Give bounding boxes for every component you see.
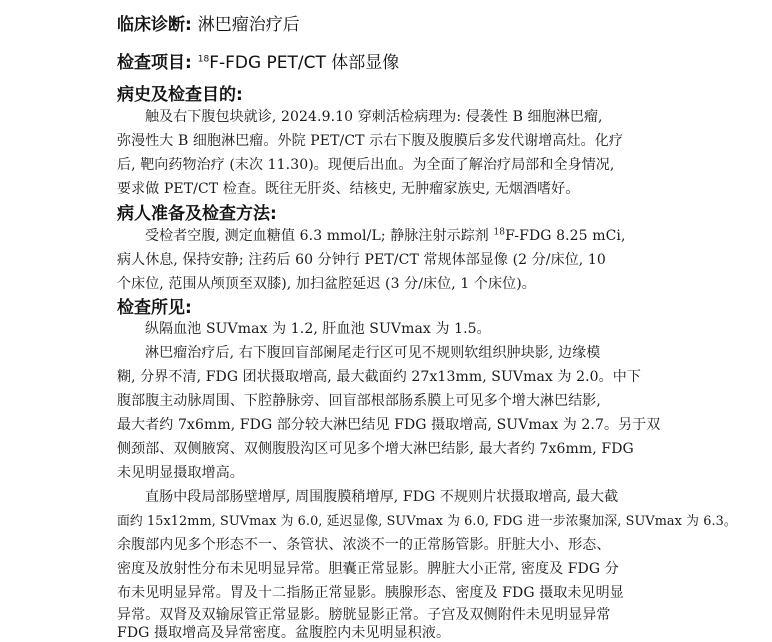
findings-line: 腹部腹主动脉周围、下腔静脉旁、回盲部根部肠系膜上可见多个增大淋巴结影, (117, 393, 601, 409)
findings-line: 布未见明显异常。胃及十二指肠正常显影。胰腺形态、密度及 FDG 摄取未见明显 (117, 585, 624, 601)
history-line: 触及右下腹包块就诊, 2024.9.10 穿刺活检病理为: 侵袭性 B 细胞淋巴瘤, (145, 109, 603, 125)
findings-line: 最大者约 7x6mm, FDG 部分较大淋巴结见 FDG 摄取增高, SUVmax 为 2.7。另于双 (117, 417, 661, 433)
findings-line: 淋巴瘤治疗后, 右下腹回盲部阑尾走行区可见不规则软组织肿块影, 边缘模 (145, 345, 601, 361)
findings-line: 密度及放射性分布未见明显异常。胆囊正常显影。脾脏大小正常, 密度及 FDG 分 (117, 561, 619, 577)
preparation-line-start: 受检者空腹, 测定血糖值 6.3 mmol/L; 静脉注射示踪剂 (145, 228, 494, 244)
exam-item-value (198, 53, 400, 73)
isotope-superscript: 18 (197, 54, 210, 65)
preparation-line: 病人休息, 保持安静; 注药后 60 分钟行 PET/CT 常规体部显像 (2 分/床位, 10 (117, 252, 606, 268)
preparation-line: 个床位, 范围从颅顶至双膝), 加扫盆腔延迟 (3 分/床位, 1 个床位)。 (117, 276, 536, 292)
isotope-superscript: 18 (493, 227, 506, 238)
findings-line: 异常。双肾及双输尿管正常显影。膀胱显影正常。子宫及双侧附件未见明显异常 (117, 607, 611, 623)
history-line: 弥漫性大 B 细胞淋巴瘤。外院 PET/CT 示右下腹及腹膜后多发代谢增高灶。化疗 (117, 133, 623, 149)
diagnosis-label: 临床诊断: (117, 15, 192, 35)
findings-heading: 检查所见: (117, 298, 192, 318)
diagnosis-row (117, 10, 300, 35)
findings-line: FDG 摄取增高及异常密度。盆腹腔内未见明显积液。 (117, 625, 451, 641)
findings-line: 余腹部内见多个形态不一、条管状、浓淡不一的正常肠管影。肝脏大小、形态、 (117, 537, 611, 553)
findings-line: 未见明显摄取增高。 (117, 465, 244, 481)
findings-line: 直肠中段局部肠壁增厚, 周围腹膜稍增厚, FDG 不规则片状摄取增高, 最大截 (145, 489, 619, 505)
findings-line: 纵隔血池 SUVmax 为 1.2, 肝血池 SUVmax 为 1.5。 (145, 321, 491, 337)
exam-item-row (117, 48, 399, 73)
findings-line: 糊, 分界不清, FDG 团状摄取增高, 最大截面约 27x13mm, SUVmax 为 2.0。中下 (117, 369, 641, 385)
history-line: 后, 靶向药物治疗 (末次 11.30)。现便后出血。为全面了解治疗局部和全身情况, (117, 157, 615, 173)
findings-line: 侧颈部、双侧腋窝、双侧腹股沟区可见多个增大淋巴结影, 最大者约 7x6mm, FDG (117, 441, 634, 457)
preparation-line-end: F-FDG 8.25 mCi, (505, 228, 626, 244)
diagnosis-value: 淋巴瘤治疗后 (197, 15, 300, 35)
findings-line: 面约 15x12mm, SUVmax 为 6.0, 延迟显像, SUVmax 为 6.0, FDG 进一步浓聚加深, SUVmax 为 6.3。 (117, 514, 737, 529)
history-heading: 病史及检查目的: (117, 85, 243, 105)
history-line: 要求做 PET/CT 检查。既往无肝炎、结核史, 无肿瘤家族史, 无烟酒嗜好。 (117, 181, 580, 197)
exam-item-label: 检查项目: (117, 53, 192, 73)
preparation-heading: 病人准备及检查方法: (117, 204, 277, 224)
exam-item-text: F-FDG PET/CT 体部显像 (209, 53, 400, 73)
preparation-line (145, 225, 626, 245)
